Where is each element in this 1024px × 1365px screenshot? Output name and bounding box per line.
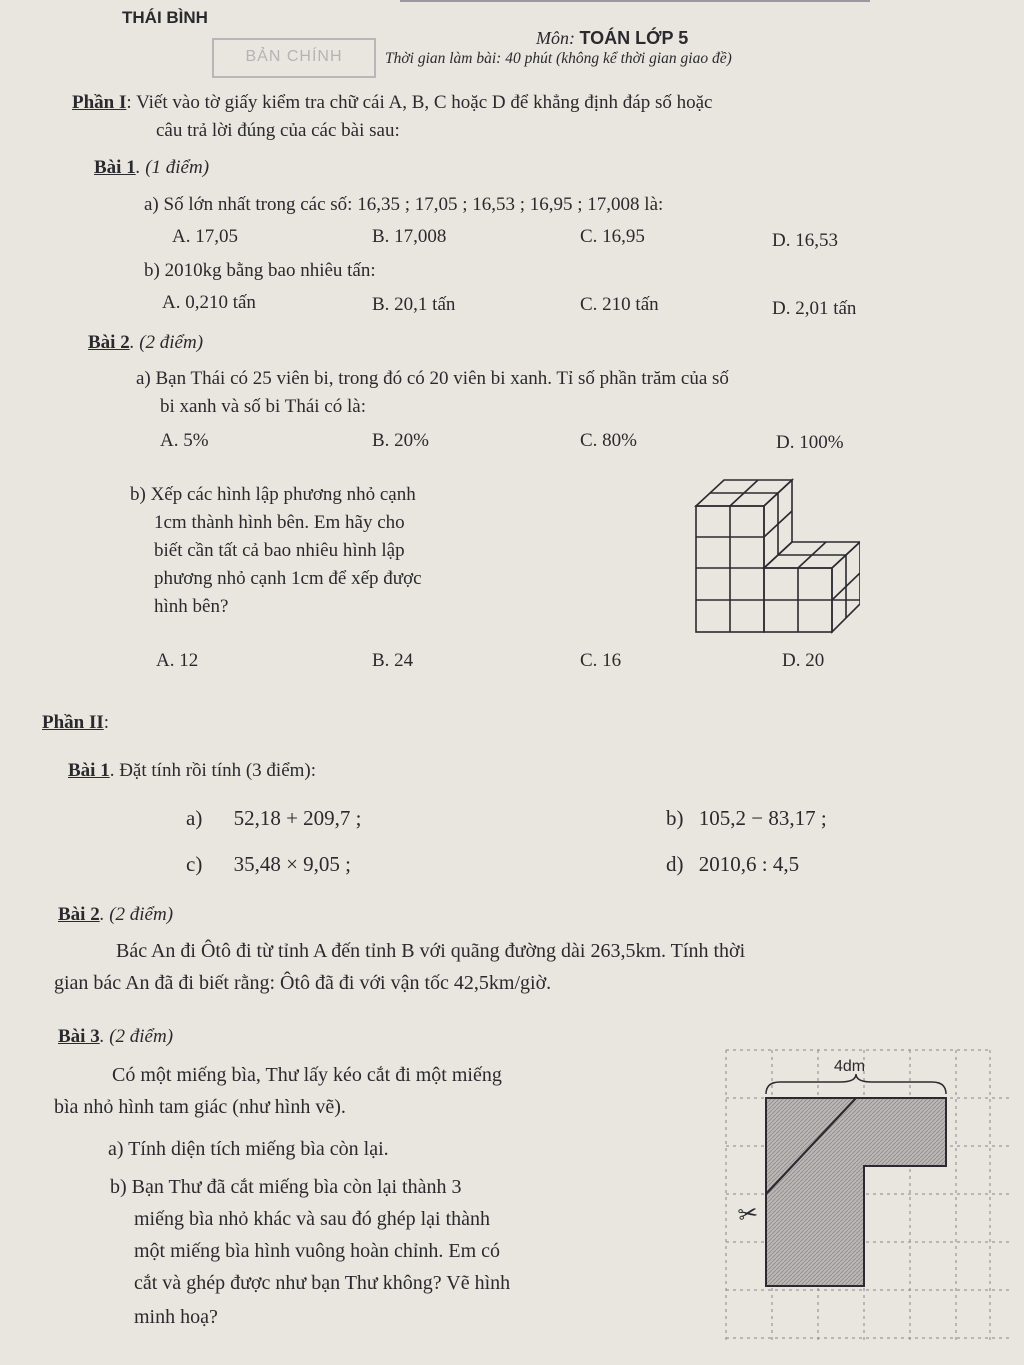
subject-label: Môn: <box>536 28 575 48</box>
bai2-question-a-1: a) Bạn Thái có 25 viên bi, trong đó có 20 viên bi xanh. Tỉ số phần trăm của số <box>136 368 729 389</box>
header-rule <box>400 0 870 12</box>
p2-bai3-line8: minh hoạ? <box>134 1306 218 1328</box>
bai1-points: . (1 điểm) <box>135 157 210 178</box>
bai2b-option-a: A. 12 <box>156 650 199 671</box>
p2-bai1-title <box>68 760 316 782</box>
part2-colon: : <box>103 712 110 733</box>
calc-item-b <box>666 806 827 831</box>
bai1-title <box>94 157 209 179</box>
bai2-question-b-3: biết cần tất cả bao nhiêu hình lập <box>154 540 405 561</box>
bai2a-option-c: C. 80% <box>580 430 637 451</box>
p2-bai3-line6: một miếng bìa hình vuông hoàn chỉnh. Em có <box>134 1240 501 1262</box>
p2-bai1-text: . Đặt tính rồi tính (3 điểm): <box>109 760 317 781</box>
bai2-points: . (2 điểm) <box>129 332 204 353</box>
part2-heading: Phần II <box>42 712 104 733</box>
p2-bai2-line2: gian bác An đã đi biết rằng: Ôtô đã đi với vận tốc 42,5km/giờ. <box>54 972 552 994</box>
bai2-question-b-5: hình bên? <box>154 596 229 617</box>
bai2a-option-d: D. 100% <box>776 432 844 453</box>
bai2b-option-b: B. 24 <box>372 650 414 671</box>
bai1b-option-d: D. 2,01 tấn <box>772 298 857 319</box>
calc-item-a-expr: 52,18 + 209,7 ; <box>233 806 362 830</box>
bai2-heading: Bài 2 <box>88 332 130 353</box>
calc-item-a <box>186 806 362 831</box>
dimension-label: 4dm <box>834 1058 866 1075</box>
calc-item-b-expr: 105,2 − 83,17 ; <box>698 806 827 830</box>
bai2-question-a-2: bi xanh và số bi Thái có là: <box>160 396 366 417</box>
p2-bai3-line1: Có một miếng bìa, Thư lấy kéo cắt đi một miếng <box>112 1064 502 1086</box>
part1-instruction <box>72 92 712 114</box>
subject-value: TOÁN LỚP 5 <box>579 28 689 48</box>
province-name: THÁI BÌNH <box>122 8 208 27</box>
bai1b-option-a: A. 0,210 tấn <box>162 292 256 313</box>
p2-bai2-line1: Bác An đi Ôtô đi từ tỉnh A đến tỉnh B với quãng đường dài 263,5km. Tính thời <box>116 940 746 962</box>
bai2a-option-b: B. 20% <box>372 430 429 451</box>
calc-item-b-label: b) <box>666 806 684 830</box>
calc-item-c <box>186 852 351 877</box>
calc-item-d-expr: 2010,6 : 4,5 <box>698 852 800 876</box>
part1-heading: Phần I <box>72 92 127 113</box>
p2-bai1-heading: Bài 1 <box>68 760 110 781</box>
calc-item-a-label: a) <box>186 806 203 830</box>
bai1a-option-b: B. 17,008 <box>372 226 447 247</box>
calc-item-d <box>666 852 799 877</box>
official-stamp: BẢN CHÍNH <box>212 38 376 78</box>
p2-bai3-points: . (2 điểm) <box>99 1026 174 1047</box>
p2-bai3-heading: Bài 3 <box>58 1026 100 1047</box>
bai1-question-a: a) Số lớn nhất trong các số: 16,35 ; 17,05 ; 16,53 ; 16,95 ; 17,008 là: <box>144 194 664 215</box>
p2-bai2-heading: Bài 2 <box>58 904 100 925</box>
cardboard-grid-figure <box>720 1046 1016 1346</box>
bai2a-option-a: A. 5% <box>160 430 209 451</box>
bai1a-option-a: A. 17,05 <box>172 226 238 247</box>
p2-bai3-line5: miếng bìa nhỏ khác và sau đó ghép lại thành <box>134 1208 491 1230</box>
bai1a-option-c: C. 16,95 <box>580 226 645 247</box>
bai2b-option-d: D. 20 <box>782 650 825 671</box>
bai1a-option-d: D. 16,53 <box>772 230 838 251</box>
p2-bai3-line2: bìa nhỏ hình tam giác (như hình vẽ). <box>54 1096 346 1118</box>
bai2b-option-c: C. 16 <box>580 650 622 671</box>
calc-item-c-label: c) <box>186 852 203 876</box>
bai1b-option-c: C. 210 tấn <box>580 294 659 315</box>
cube-stack-figure <box>690 476 860 638</box>
scissors-icon: ✂ <box>735 1200 761 1230</box>
part2-title <box>42 712 109 734</box>
p2-bai2-title <box>58 904 173 926</box>
bai1b-option-b: B. 20,1 tấn <box>372 294 456 315</box>
bai2-question-b-1: b) Xếp các hình lập phương nhỏ cạnh <box>130 484 416 505</box>
part1-instruction-2: câu trả lời đúng của các bài sau: <box>156 120 400 141</box>
p2-bai3-line4: b) Bạn Thư đã cắt miếng bìa còn lại thành 3 <box>110 1176 462 1198</box>
calc-item-d-label: d) <box>666 852 684 876</box>
bai2-question-b-4: phương nhỏ cạnh 1cm để xếp được <box>154 568 422 589</box>
bai1-heading: Bài 1 <box>94 157 136 178</box>
p2-bai3-title <box>58 1026 173 1048</box>
p2-bai3-line7: cắt và ghép được như bạn Thư không? Vẽ hình <box>134 1272 511 1294</box>
bai2-title <box>88 332 203 354</box>
bai2-question-b-2: 1cm thành hình bên. Em hãy cho <box>154 512 405 533</box>
part1-instruction-text: : Viết vào tờ giấy kiểm tra chữ cái A, B, C hoặc D để khẳng định đáp số hoặc <box>126 92 713 113</box>
time-note: Thời gian làm bài: 40 phút (không kể thời gian giao đề) <box>385 50 732 67</box>
calc-item-c-expr: 35,48 × 9,05 ; <box>233 852 352 876</box>
p2-bai2-points: . (2 điểm) <box>99 904 174 925</box>
bai1-question-b: b) 2010kg bằng bao nhiêu tấn: <box>144 260 376 281</box>
p2-bai3-line3: a) Tính diện tích miếng bìa còn lại. <box>108 1138 389 1160</box>
subject-line <box>536 28 688 49</box>
